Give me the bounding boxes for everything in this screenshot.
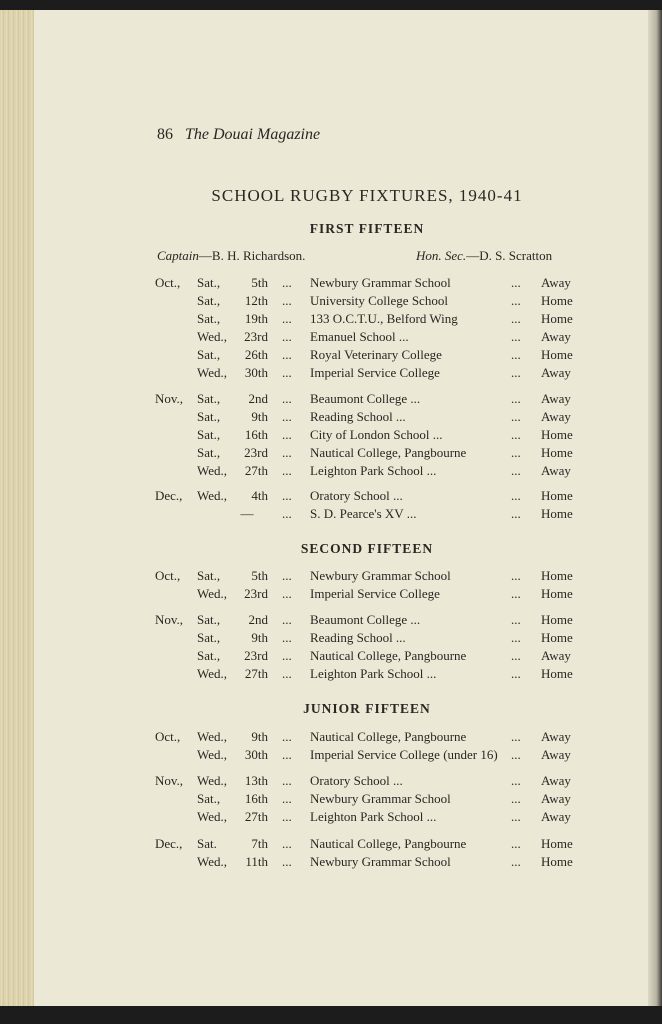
- leader-dots: ...: [282, 329, 292, 344]
- fixture-row: [0, 444, 662, 462]
- fixture-date: 9th: [251, 409, 268, 424]
- fixture-month: Dec.,: [155, 488, 183, 503]
- leader-dots: ...: [282, 427, 292, 442]
- fixture-month: Nov.,: [155, 612, 184, 627]
- fixture-opponent: Newbury Grammar School: [310, 568, 451, 583]
- fixture-row: [0, 772, 662, 790]
- fixture-day: Sat.,: [197, 409, 221, 424]
- fixture-day: Sat.,: [197, 648, 221, 663]
- leader-dots: ...: [511, 391, 521, 406]
- fixture-row: [0, 567, 662, 585]
- fixture-row: [0, 505, 662, 523]
- fixture-month: Nov.,: [155, 391, 184, 406]
- fixture-row: [0, 346, 662, 364]
- leader-dots: ...: [282, 773, 292, 788]
- fixture-opponent: Beaumont College ...: [310, 391, 421, 406]
- fixture-venue: Away: [541, 329, 571, 344]
- leader-dots: ...: [282, 648, 292, 663]
- leader-dots: ...: [282, 365, 292, 380]
- section-title-junior-fifteen: JUNIOR FIFTEEN: [303, 701, 431, 716]
- fixture-opponent: S. D. Pearce's XV ...: [310, 506, 417, 521]
- fixture-day: Wed.,: [197, 365, 227, 380]
- fixture-opponent: University College School: [310, 293, 448, 308]
- fixture-day: Wed.,: [197, 586, 227, 601]
- leader-dots: ...: [282, 666, 292, 681]
- fixture-opponent: Emanuel School ...: [310, 329, 409, 344]
- fixture-venue: Home: [541, 630, 573, 645]
- fixture-venue: Home: [541, 666, 573, 681]
- fixture-row: [0, 585, 662, 603]
- leader-dots: ...: [282, 391, 292, 406]
- fixture-venue: Away: [541, 275, 571, 290]
- leader-dots: ...: [282, 568, 292, 583]
- leader-dots: ...: [282, 586, 292, 601]
- magazine-title: The Douai Magazine: [185, 126, 321, 143]
- fixture-venue: Away: [541, 409, 571, 424]
- fixture-day: Sat.,: [197, 275, 221, 290]
- leader-dots: ...: [282, 463, 292, 478]
- fixture-day: Wed.,: [197, 729, 227, 744]
- leader-dots: ...: [282, 854, 292, 869]
- fixture-month: Oct.,: [155, 568, 181, 583]
- fixture-row: [0, 728, 662, 746]
- leader-dots: ...: [282, 809, 292, 824]
- fixture-opponent: Leighton Park School ...: [310, 666, 437, 681]
- leader-dots: ...: [511, 568, 521, 583]
- fixture-month: Oct.,: [155, 729, 181, 744]
- fixture-row: [0, 665, 662, 683]
- fixture-venue: Home: [541, 586, 573, 601]
- fixture-date: 13th: [244, 773, 268, 788]
- fixture-date: 23rd: [244, 445, 268, 460]
- leader-dots: ...: [511, 729, 521, 744]
- fixture-date: 30th: [244, 365, 268, 380]
- fixture-date: 19th: [244, 311, 268, 326]
- fixture-date: 11th: [245, 854, 268, 869]
- fixture-row: [0, 462, 662, 480]
- fixture-row: [0, 408, 662, 426]
- fixture-opponent: City of London School ...: [310, 427, 443, 442]
- fixture-row: [0, 808, 662, 826]
- fixture-date: 27th: [244, 666, 268, 681]
- leader-dots: ...: [282, 293, 292, 308]
- fixture-day: Wed.,: [197, 809, 227, 824]
- fixture-venue: Home: [541, 488, 573, 503]
- page-title: SCHOOL RUGBY FIXTURES, 1940-41: [211, 186, 523, 205]
- leader-dots: ...: [511, 347, 521, 362]
- fixture-opponent: Royal Veterinary College: [310, 347, 442, 362]
- fixture-date: 30th: [244, 747, 268, 762]
- fixture-date: 7th: [251, 836, 268, 851]
- fixture-venue: Away: [541, 773, 571, 788]
- fixture-venue: Home: [541, 854, 573, 869]
- fixture-opponent: Nautical College, Pangbourne: [310, 836, 467, 851]
- fixture-venue: Home: [541, 568, 573, 583]
- fixture-opponent: Newbury Grammar School: [310, 791, 451, 806]
- fixture-day: Sat.,: [197, 391, 221, 406]
- fixture-day: Sat.,: [197, 568, 221, 583]
- fixture-opponent: Reading School ...: [310, 630, 406, 645]
- leader-dots: ...: [282, 729, 292, 744]
- fixture-day: Wed.,: [197, 329, 227, 344]
- page-number: 86: [157, 126, 173, 143]
- fixture-date: 16th: [244, 791, 268, 806]
- fixture-date: 5th: [251, 568, 268, 583]
- fixture-opponent: Leighton Park School ...: [310, 809, 437, 824]
- fixture-row: [0, 835, 662, 853]
- fixture-opponent: Leighton Park School ...: [310, 463, 437, 478]
- leader-dots: ...: [511, 506, 521, 521]
- fixture-opponent: Beaumont College ...: [310, 612, 421, 627]
- leader-dots: ...: [511, 427, 521, 442]
- leader-dots: ...: [511, 329, 521, 344]
- leader-dots: ...: [282, 791, 292, 806]
- leader-dots: ...: [282, 836, 292, 851]
- fixture-opponent: Imperial Service College: [310, 586, 440, 601]
- leader-dots: ...: [282, 275, 292, 290]
- fixture-row: [0, 364, 662, 382]
- fixture-opponent: Newbury Grammar School: [310, 275, 451, 290]
- fixture-day: Sat.,: [197, 612, 221, 627]
- fixture-date: 23rd: [244, 329, 268, 344]
- fixture-venue: Home: [541, 506, 573, 521]
- fixture-venue: Home: [541, 347, 573, 362]
- fixture-date: 2nd: [248, 391, 268, 406]
- fixture-month: Oct.,: [155, 275, 181, 290]
- leader-dots: ...: [511, 275, 521, 290]
- leader-dots: ...: [511, 648, 521, 663]
- fixture-day: Sat.,: [197, 427, 221, 442]
- fixture-opponent: Oratory School ...: [310, 773, 403, 788]
- leader-dots: ...: [511, 409, 521, 424]
- fixture-date: 2nd: [248, 612, 268, 627]
- leader-dots: ...: [511, 488, 521, 503]
- fixture-opponent: Oratory School ...: [310, 488, 403, 503]
- fixture-day: Wed.,: [197, 773, 227, 788]
- leader-dots: ...: [511, 630, 521, 645]
- fixture-venue: Home: [541, 293, 573, 308]
- fixture-month: Nov.,: [155, 773, 184, 788]
- fixture-venue: Home: [541, 427, 573, 442]
- fixture-day: Sat.,: [197, 630, 221, 645]
- fixture-row: [0, 746, 662, 764]
- fixture-row: [0, 647, 662, 665]
- fixture-row: [0, 629, 662, 647]
- fixture-row: [0, 853, 662, 871]
- fixture-venue: Home: [541, 836, 573, 851]
- fixture-date: 26th: [244, 347, 268, 362]
- fixture-row: [0, 292, 662, 310]
- leader-dots: ...: [282, 409, 292, 424]
- fixture-venue: Away: [541, 729, 571, 744]
- fixture-month: Dec.,: [155, 836, 183, 851]
- fixture-venue: Home: [541, 311, 573, 326]
- fixture-date: 9th: [251, 630, 268, 645]
- fixture-date: 4th: [251, 488, 268, 503]
- fixture-opponent: Imperial Service College: [310, 365, 440, 380]
- fixture-opponent: Nautical College, Pangbourne: [310, 729, 467, 744]
- fixture-row: [0, 487, 662, 505]
- fixture-opponent: Nautical College, Pangbourne: [310, 445, 467, 460]
- fixture-row: [0, 328, 662, 346]
- leader-dots: ...: [511, 836, 521, 851]
- fixture-row: [0, 790, 662, 808]
- fixture-venue: Away: [541, 391, 571, 406]
- fixture-venue: Away: [541, 791, 571, 806]
- fixture-day: Wed.,: [197, 747, 227, 762]
- fixture-venue: Home: [541, 445, 573, 460]
- leader-dots: ...: [282, 445, 292, 460]
- leader-dots: ...: [511, 666, 521, 681]
- leader-dots: ...: [282, 612, 292, 627]
- fixture-row: [0, 274, 662, 292]
- leader-dots: ...: [511, 773, 521, 788]
- fixture-opponent: 133 O.C.T.U., Belford Wing: [310, 311, 458, 326]
- leader-dots: ...: [511, 463, 521, 478]
- leader-dots: ...: [511, 586, 521, 601]
- leader-dots: ...: [511, 854, 521, 869]
- fixture-date: —: [240, 506, 254, 521]
- fixture-date: 27th: [244, 463, 268, 478]
- fixture-day: Sat.,: [197, 311, 221, 326]
- hon-secretary: Hon. Sec.—D. S. Scratton: [416, 248, 553, 263]
- fixture-day: Wed.,: [197, 463, 227, 478]
- fixture-venue: Away: [541, 747, 571, 762]
- fixture-date: 12th: [244, 293, 268, 308]
- leader-dots: ...: [511, 365, 521, 380]
- fixture-date: 23rd: [244, 586, 268, 601]
- leader-dots: ...: [511, 809, 521, 824]
- fixture-day: Sat.,: [197, 347, 221, 362]
- fixture-day: Wed.,: [197, 666, 227, 681]
- leader-dots: ...: [511, 612, 521, 627]
- leader-dots: ...: [282, 630, 292, 645]
- leader-dots: ...: [282, 311, 292, 326]
- leader-dots: ...: [511, 445, 521, 460]
- fixture-opponent: Nautical College, Pangbourne: [310, 648, 467, 663]
- fixture-day: Wed.,: [197, 488, 227, 503]
- fixture-date: 5th: [251, 275, 268, 290]
- fixture-day: Sat.,: [197, 445, 221, 460]
- fixture-day: Sat.,: [197, 293, 221, 308]
- fixture-day: Wed.,: [197, 854, 227, 869]
- fixture-opponent: Reading School ...: [310, 409, 406, 424]
- leader-dots: ...: [282, 347, 292, 362]
- leader-dots: ...: [511, 311, 521, 326]
- fixture-venue: Away: [541, 463, 571, 478]
- leader-dots: ...: [282, 488, 292, 503]
- fixture-date: 23rd: [244, 648, 268, 663]
- fixture-row: [0, 390, 662, 408]
- fixture-date: 9th: [251, 729, 268, 744]
- leader-dots: ...: [511, 747, 521, 762]
- leader-dots: ...: [511, 293, 521, 308]
- fixture-venue: Home: [541, 612, 573, 627]
- fixture-day: Sat.: [197, 836, 217, 851]
- leader-dots: ...: [282, 506, 292, 521]
- fixture-row: [0, 310, 662, 328]
- fixture-date: 27th: [244, 809, 268, 824]
- captain: Captain—B. H. Richardson.: [157, 248, 306, 263]
- running-header: [157, 126, 320, 144]
- fixture-day: Sat.,: [197, 791, 221, 806]
- fixture-venue: Away: [541, 809, 571, 824]
- fixture-venue: Away: [541, 648, 571, 663]
- fixture-date: 16th: [244, 427, 268, 442]
- fixture-row: [0, 426, 662, 444]
- section-title-first-fifteen: FIRST FIFTEEN: [309, 221, 425, 236]
- leader-dots: ...: [282, 747, 292, 762]
- fixture-opponent: Newbury Grammar School: [310, 854, 451, 869]
- fixture-row: [0, 611, 662, 629]
- section-title-second-fifteen: SECOND FIFTEEN: [300, 541, 434, 556]
- leader-dots: ...: [511, 791, 521, 806]
- fixture-venue: Away: [541, 365, 571, 380]
- fixture-opponent: Imperial Service College (under 16): [310, 747, 498, 762]
